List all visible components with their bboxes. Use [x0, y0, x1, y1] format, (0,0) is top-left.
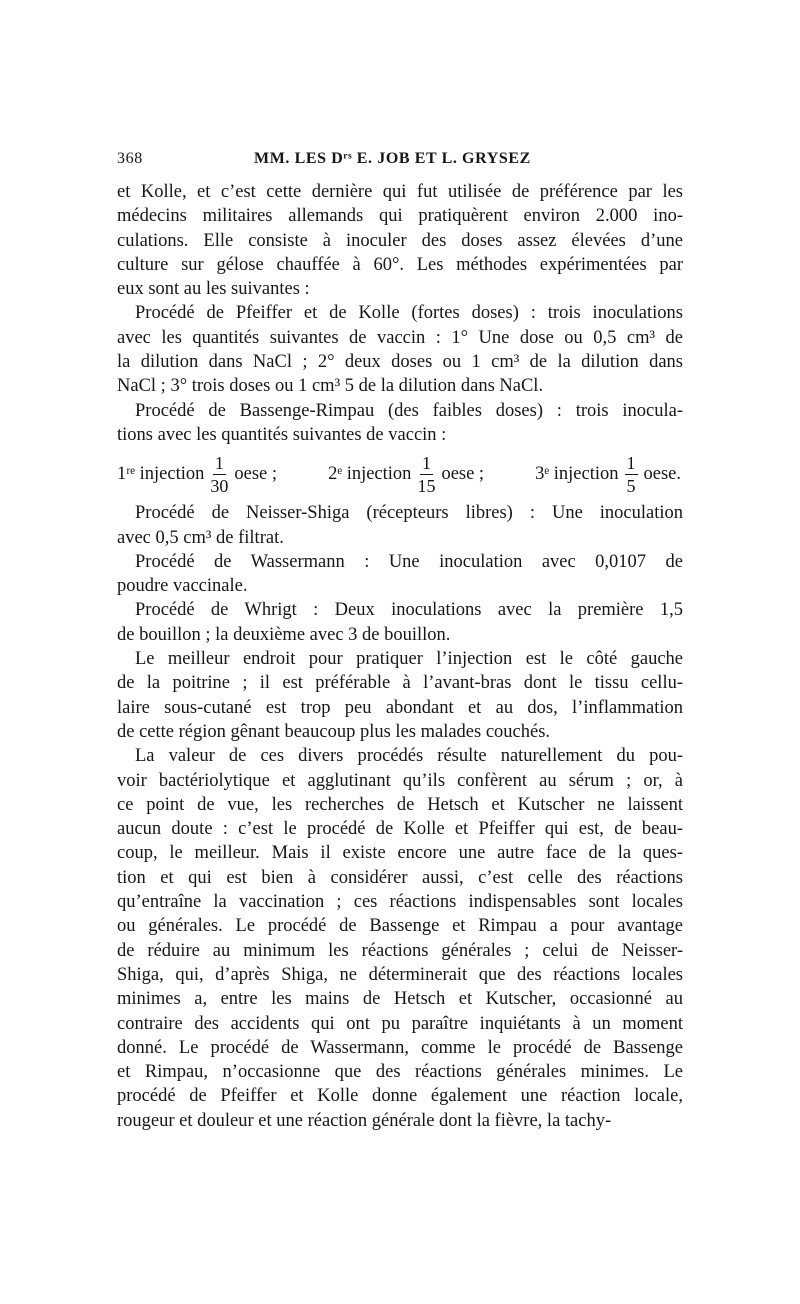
- fraction-1-5: [625, 454, 638, 495]
- text-line: de bouillon ; la deuxième avec 3 de bouillon.: [117, 624, 451, 645]
- text-line: donné. Le procédé de Wassermann, comme le procédé de Bassenge: [117, 1037, 683, 1058]
- text-line: rougeur et douleur et une réaction générale dont la fièvre, la tachy-: [117, 1110, 612, 1131]
- text-line: Procédé de Bassenge-Rimpau (des faibles doses) : trois inocula-: [135, 400, 683, 421]
- text-line: avec les quantités suivantes de vaccin : 1° Une dose ou 0,5 cm³ de: [117, 327, 683, 348]
- text-line: Procédé de Neisser-Shiga (récepteurs libres) : Une inoculation: [135, 503, 683, 524]
- text-line: avec 0,5 cm³ de filtrat.: [117, 527, 284, 548]
- paragraphs-before-fractions: [117, 180, 683, 447]
- text-line: ce point de vue, les recherches de Hetsch et Kutscher ne laissent: [117, 794, 683, 815]
- fraction-1-30: [210, 454, 228, 495]
- text-line: et Rimpau, n’occasionne que des réactions générales minimes. Le: [117, 1062, 683, 1083]
- injection-3-label: 3ᵉ injection: [535, 463, 619, 484]
- injection-3-unit: oese.: [643, 463, 681, 484]
- injection-1: [117, 454, 277, 495]
- text-line: qu’entraîne la vaccination ; ces réactions indispensables sont locales: [117, 892, 683, 913]
- fraction-numerator: 1: [421, 452, 431, 473]
- text-line: de réduire au minimum les réactions générales ; celui de Neisser-: [117, 940, 683, 961]
- injection-3: [535, 454, 681, 495]
- injection-2: [328, 454, 484, 495]
- injection-1-label: 1ʳᵉ injection: [117, 463, 205, 484]
- text-line: NaCl ; 3° trois doses ou 1 cm³ 5 de la dilution dans NaCl.: [117, 376, 544, 397]
- fraction-denominator: 30: [210, 475, 229, 496]
- text-line: la dilution dans NaCl ; 2° deux doses ou 1 cm³ de la dilution dans: [117, 352, 683, 373]
- fraction-1-15: [417, 454, 435, 495]
- fraction-numerator: 1: [626, 452, 636, 473]
- page-number: 368: [117, 150, 143, 167]
- text-line: Procédé de Whrigt : Deux inoculations avec la première 1,5: [135, 600, 683, 621]
- text-line: et Kolle, et c’est cette dernière qui fut utilisée de préférence par les: [117, 182, 683, 202]
- text-line: Le meilleur endroit pour pratiquer l’injection est le côté gauche: [135, 649, 683, 670]
- page-header: [117, 150, 683, 176]
- text-line: Shiga, qui, d’après Shiga, ne déterminerait que des réactions locales: [117, 964, 683, 985]
- text-line: eux sont au les suivantes :: [117, 279, 310, 300]
- paragraphs-after-fractions: [117, 501, 683, 1133]
- text-line: minimes a, entre les mains de Hetsch et Kutscher, occasionné au: [117, 989, 683, 1010]
- text-line: culations. Elle consiste à inoculer des doses assez élevées d’une: [117, 230, 683, 251]
- injection-fractions-line: [117, 447, 683, 501]
- text-line: de la poitrine ; il est préférable à l’avant-bras dont le tissu cellu-: [117, 673, 683, 694]
- fraction-denominator: 15: [417, 475, 436, 496]
- text-line: voir bactériolytique et agglutinant qu’ils confèrent au sérum ; or, à: [117, 770, 683, 791]
- text-line: coup, le meilleur. Mais il existe encore une autre face de la ques-: [117, 843, 683, 864]
- fraction-denominator: 5: [626, 475, 636, 496]
- text-line: tions avec les quantités suivantes de vaccin :: [117, 424, 447, 445]
- text-line: poudre vaccinale.: [117, 576, 248, 597]
- injection-2-unit: oese ;: [441, 463, 485, 484]
- text-line: ou générales. Le procédé de Bassenge et Rimpau a pour avantage: [117, 916, 683, 937]
- text-line: culture sur gélose chauffée à 60°. Les méthodes expérimentées par: [117, 254, 683, 275]
- text-line: de cette région gênant beaucoup plus les malades couchés.: [117, 721, 551, 742]
- text-line: aucun doute : c’est le procédé de Kolle et Pfeiffer qui est, de beau-: [117, 819, 683, 840]
- fraction-numerator: 1: [214, 452, 224, 473]
- text-line: tion et qui est bien à considérer aussi, c’est celle des réactions: [117, 867, 683, 888]
- injection-1-unit: oese ;: [234, 463, 278, 484]
- injection-2-label: 2ᵉ injection: [328, 463, 412, 484]
- text-line: médecins militaires allemands qui pratiquèrent environ 2.000 ino-: [117, 206, 683, 227]
- text-line: La valeur de ces divers procédés résulte naturellement du pou-: [135, 746, 683, 767]
- text-line: Procédé de Wassermann : Une inoculation avec 0,0107 de: [135, 551, 683, 572]
- text-line: laire sous-cutané est trop peu abondant et au dos, l’inflammation: [117, 697, 683, 718]
- text-line: procédé de Pfeiffer et Kolle donne également une réaction locale,: [117, 1086, 683, 1107]
- running-title: MM. LES Dʳˢ E. JOB ET L. GRYSEZ: [254, 150, 531, 167]
- text-line: Procédé de Pfeiffer et de Kolle (fortes doses) : trois inoculations: [135, 303, 683, 324]
- text-line: contraire des accidents qui ont pu paraître inquiétants à un moment: [117, 1013, 683, 1034]
- body-text: [117, 180, 683, 1133]
